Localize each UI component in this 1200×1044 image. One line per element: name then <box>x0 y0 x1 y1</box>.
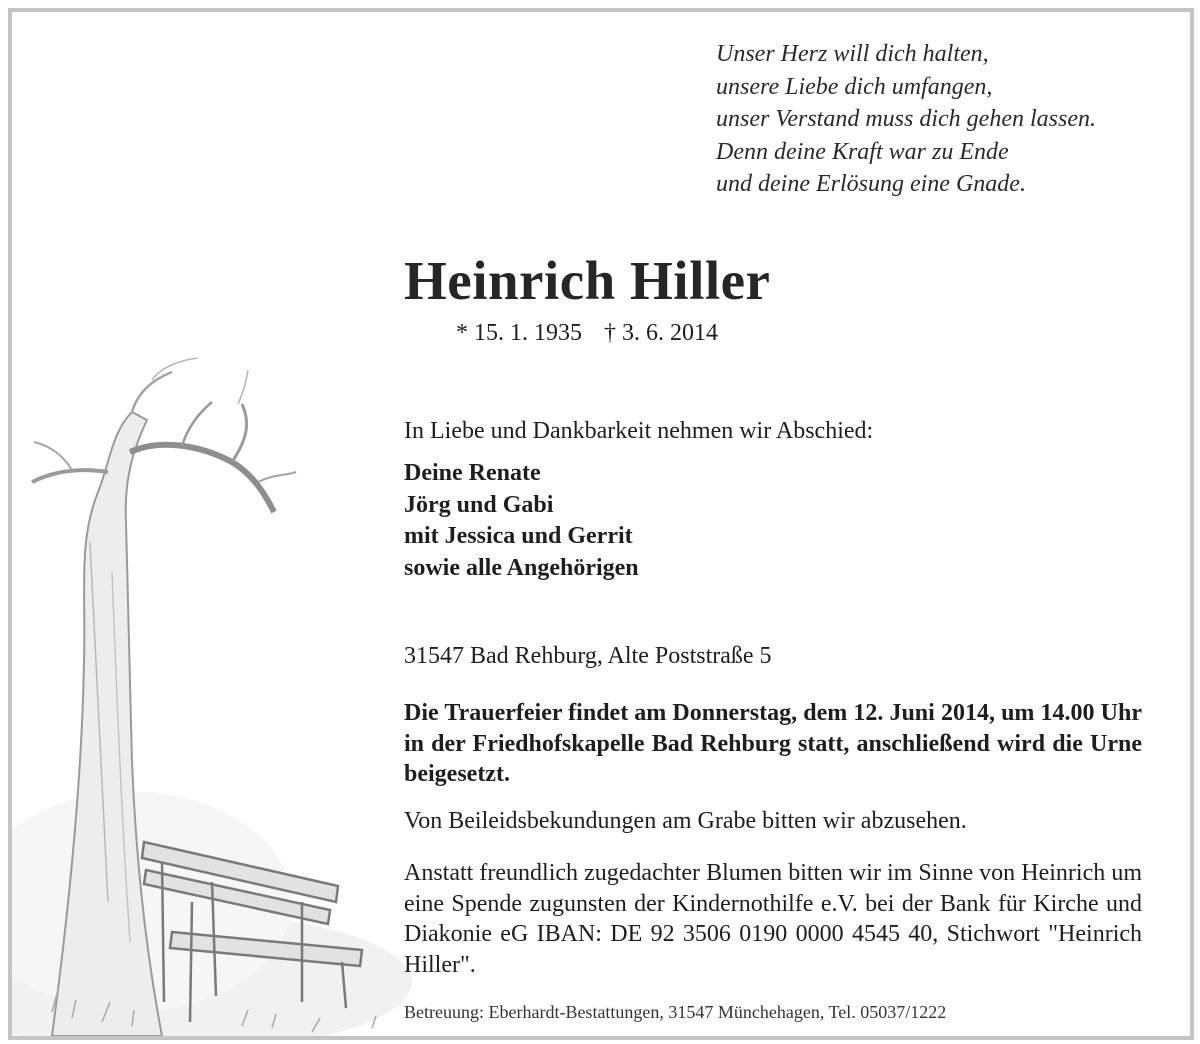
deceased-name: Heinrich Hiller <box>404 250 771 311</box>
poem-line: unser Verstand muss dich gehen lassen. <box>716 106 1096 132</box>
poem-line: Denn deine Kraft war zu Ende <box>716 138 1009 165</box>
poem-line: Unser Herz will dich halten, <box>716 41 989 67</box>
funeral-home-credit: Betreuung: Eberhardt-Bestattungen, 31547 Münchehagen, Tel. 05037/1222 <box>404 1002 947 1022</box>
funeral-notice <box>404 698 1142 790</box>
donation-note-line: Anstatt freundlich zugedachter Blumen bitten wir im Sinne von <box>404 860 1016 886</box>
funeral-notice-line: um 14.00 Uhr in der Friedhofskapelle Bad Rehburg statt, <box>404 700 1142 757</box>
mourner-line: Deine Renate <box>404 460 541 486</box>
death-date: † 3. 6. 2014 <box>604 320 718 346</box>
birth-date: * 15. 1. 1935 <box>456 320 582 346</box>
tree-and-bench-illustration <box>12 342 412 1036</box>
memorial-poem <box>716 38 1166 201</box>
mourners-list <box>404 458 639 584</box>
poem-line: unsere Liebe dich umfangen, <box>716 73 993 100</box>
mourner-line: sowie alle Angehörigen <box>404 554 639 581</box>
farewell-intro: In Liebe und Dankbarkeit nehmen wir Abschied: <box>404 418 874 444</box>
mourner-line: Jörg und Gabi <box>404 491 554 518</box>
donation-note-line: 4545 40, Stichwort "Heinrich Hiller". <box>404 921 1143 978</box>
life-dates <box>456 320 718 347</box>
donation-note-line: Bank für Kirche und Diakonie eG IBAN: DE 92 3506 0190 0000 <box>404 890 1143 947</box>
donation-note-line: Heinrich um eine Spende zugunsten der Kindernothilfe e.V. bei der <box>404 860 1142 917</box>
donation-note <box>404 858 1142 980</box>
funeral-notice-line: anschließend wird die Urne beigesetzt. <box>404 730 1142 787</box>
obituary-frame <box>8 8 1194 1040</box>
family-address: 31547 Bad Rehburg, Alte Poststraße 5 <box>404 643 772 669</box>
mourner-line: mit Jessica und Gerrit <box>404 523 633 549</box>
condolence-note: Von Beileidsbekundungen am Grabe bitten wir abzusehen. <box>404 808 967 834</box>
funeral-notice-line: Die Trauerfeier findet am Donnerstag, dem 12. Juni 2014, <box>404 700 995 726</box>
poem-line: und deine Erlösung eine Gnade. <box>716 171 1026 197</box>
